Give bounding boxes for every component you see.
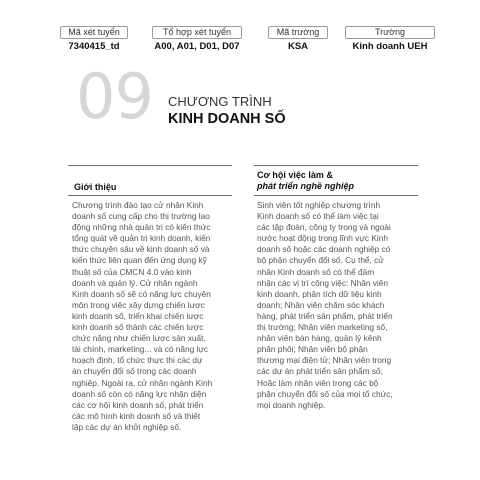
intro-top-rule [68,165,232,166]
intro-heading-rule [68,195,232,196]
header-value-ma-truong: KSA [287,41,309,52]
header-value-ma-xet-tuyen: 7340415_td [68,41,120,52]
career-top-rule [254,165,418,166]
intro-text: Chương trình đào tạo cử nhân Kinh doanh số cung cấp cho thị trường lao động những nhà quản trị có kiến thức tổng quát về quản trị kinh doanh, kiến thức chuyên sâu về kinh doanh số và kiến thức liên quan đến ứng dụng kỹ thuật số của CMCN 4.0 vào kinh doanh và quản lý. Cử nhân ngành Kinh doanh số sẽ có năng lực chuyên môn trong việc xây dựng chiến lược kinh doanh số, triển khai chiến lược kinh doanh số thành các chiến lược chức năng như chiến lược sản xuất, tài chính, marketing... và có năng lực hoạch định, tổ chức thực thi các dự án chuyển đổi số trong các doanh nghiệp. Ngoài ra, cử nhân ngành Kinh doanh số còn có năng lực nhận diện các cơ hội kinh doanh số, phát triển các mô hình kinh doanh số và thiết lập các dự án khởi nghiệp số. [72,200,213,432]
program-title-line1: CHƯƠNG TRÌNH [168,94,272,109]
program-number: 09 [76,60,153,133]
header-value-truong: Kinh doanh UEH [352,41,428,52]
career-heading-line2: phát triển nghề nghiệp [257,181,354,191]
intro-heading: Giới thiệu [74,182,117,192]
career-heading-line1: Cơ hội việc làm & [257,170,333,180]
header-label-to-hop: Tổ hợp xét tuyển [152,26,242,39]
header-label-ma-xet-tuyen: Mã xét tuyển [60,26,128,39]
header-label-ma-truong: Mã trường [268,26,328,39]
header-label-truong: Trường [345,26,435,39]
career-heading-rule [254,195,418,196]
career-text: Sinh viên tốt nghiệp chương trình Kinh doanh số có thể làm việc tại các tập đoàn, công ty trong và ngoài nước hoạt động trong lĩnh vực Kinh doanh số hoặc các doanh nghiệp có bộ phận chuyển đổi số. Cụ thể, cử nhân Kinh doanh số có thể đảm nhận các vị trí công việc: Nhân viên kinh doanh, phân tích dữ liệu kinh doanh; Nhân viên chăm sóc khách hàng, phát triển sản phẩm, phát triển thị trường; Nhân viên marketing số, nhân viên bán hàng, quản lý kênh phân phối; Nhân viên bộ phận thương mại điện tử; Nhân viên trong các dự án phát triển sản phẩm số; Hoặc làm nhân viên trong các bộ phận chuyển đổi số của mọi tổ chức, mọi doanh nghiệp. [257,200,393,410]
program-title-line2: KINH DOANH SỐ [168,111,286,127]
header-value-to-hop: A00, A01, D01, D07 [154,41,240,52]
